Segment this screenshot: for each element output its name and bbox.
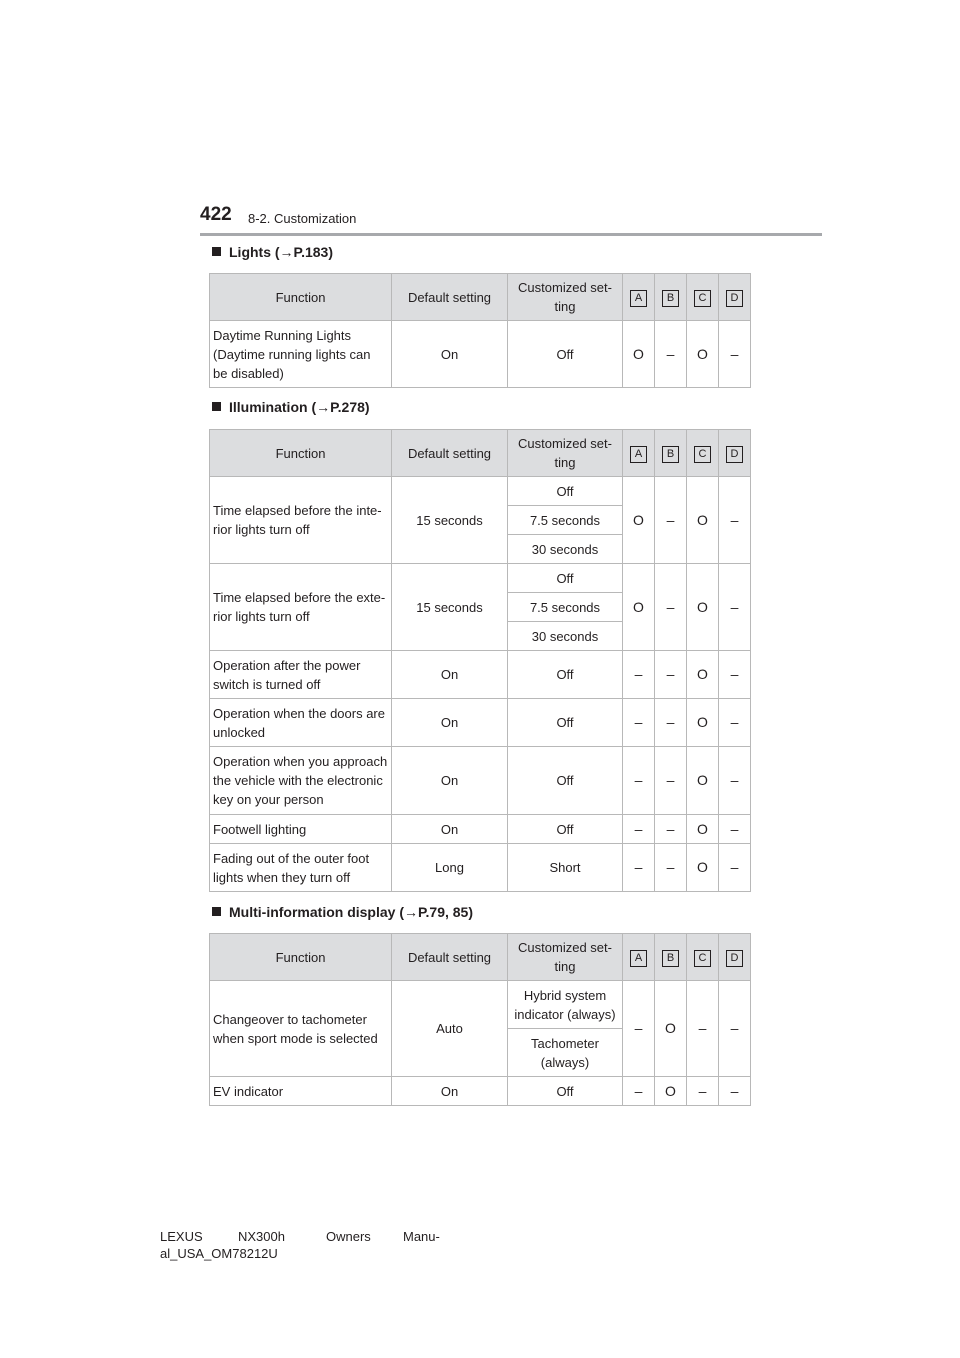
col-c-box: C [694,446,711,463]
cell-custom: 7.5 seconds [508,506,623,535]
col-custom: Customized set-ting [508,934,623,981]
cell-default: 15 seconds [392,564,508,651]
cell-function: EV indicator [210,1077,392,1106]
col-function: Function [210,430,392,477]
cell-a: O [623,477,655,564]
cell-c: O [687,321,719,388]
col-b [655,934,687,981]
heading-lights [212,244,333,260]
page-footer [160,1228,440,1262]
cell-custom: 7.5 seconds [508,593,623,622]
heading-text: Multi-information display (→P.79, 85) [229,904,474,920]
footer-word: Manu- [403,1229,440,1244]
cell-default: On [392,699,508,747]
cell-c: – [687,1077,719,1106]
cell-c: O [687,815,719,844]
cell-custom: Off [508,815,623,844]
cell-c: O [687,564,719,651]
cell-d: – [719,564,751,651]
col-c-box: C [694,950,711,967]
cell-function: Daytime Running Lights (Daytime running lights can be disabled) [210,321,392,388]
col-d-box: D [726,446,743,463]
cell-custom: Off [508,747,623,815]
cell-d: – [719,981,751,1077]
cell-d: – [719,844,751,892]
cell-custom: Off [508,1077,623,1106]
col-default: Default setting [392,934,508,981]
heading-multi-information-display [212,904,473,920]
cell-b: – [655,477,687,564]
table-row [210,844,751,892]
col-d-box: D [726,290,743,307]
col-b-box: B [662,290,679,307]
footer-line-2: al_USA_OM78212U [160,1246,278,1261]
cell-custom: Off [508,699,623,747]
table-row [210,981,751,1029]
col-default: Default setting [392,430,508,477]
cell-custom: Off [508,321,623,388]
cell-function: Time elapsed before the exte-rior lights turn off [210,564,392,651]
col-c-box: C [694,290,711,307]
lights-table [209,273,751,388]
table-row [210,747,751,815]
cell-custom: Short [508,844,623,892]
cell-c: O [687,477,719,564]
cell-d: – [719,699,751,747]
cell-a: O [623,321,655,388]
cell-d: – [719,815,751,844]
col-c [687,274,719,321]
cell-a: – [623,699,655,747]
cell-a: – [623,651,655,699]
cell-c: O [687,699,719,747]
cell-default: On [392,321,508,388]
cell-a: – [623,981,655,1077]
cell-c: O [687,747,719,815]
cell-b: – [655,321,687,388]
heading-text: Lights (→P.183) [229,244,333,260]
cell-function: Fading out of the outer foot lights when they turn off [210,844,392,892]
col-a [623,430,655,477]
table-header-row [210,934,751,981]
table-row [210,699,751,747]
cell-b: – [655,699,687,747]
col-b [655,274,687,321]
cell-default: 15 seconds [392,477,508,564]
cell-custom: 30 seconds [508,622,623,651]
cell-function: Operation when the doors are unlocked [210,699,392,747]
cell-d: – [719,321,751,388]
cell-b: – [655,747,687,815]
page-header [200,204,822,236]
cell-a: – [623,747,655,815]
col-function: Function [210,934,392,981]
table-row [210,321,751,388]
cell-custom: Off [508,651,623,699]
footer-word: Owners [326,1229,371,1244]
cell-c: O [687,651,719,699]
col-d [719,274,751,321]
col-default: Default setting [392,274,508,321]
table-row [210,477,751,506]
cell-b: – [655,844,687,892]
col-custom: Customized set-ting [508,430,623,477]
square-bullet-icon [212,907,221,916]
cell-b: – [655,564,687,651]
col-d [719,430,751,477]
cell-custom: Off [508,564,623,593]
table-row [210,1077,751,1106]
col-a [623,934,655,981]
col-b-box: B [662,446,679,463]
cell-b: – [655,815,687,844]
cell-function: Operation after the power switch is turned off [210,651,392,699]
col-a-box: A [630,290,647,307]
cell-default: On [392,747,508,815]
cell-custom: 30 seconds [508,535,623,564]
cell-b: – [655,651,687,699]
cell-default: Long [392,844,508,892]
footer-word: LEXUS [160,1229,203,1244]
cell-function: Footwell lighting [210,815,392,844]
cell-default: Auto [392,981,508,1077]
cell-default: On [392,1077,508,1106]
footer-line-1 [160,1228,440,1245]
cell-default: On [392,815,508,844]
multi-information-display-table [209,933,751,1106]
table-row [210,815,751,844]
col-a-box: A [630,446,647,463]
square-bullet-icon [212,402,221,411]
cell-function: Changeover to tachometer when sport mode is selected [210,981,392,1077]
cell-a: – [623,1077,655,1106]
footer-word: NX300h [238,1229,285,1244]
cell-d: – [719,747,751,815]
cell-a: O [623,564,655,651]
cell-c: O [687,844,719,892]
col-a-box: A [630,950,647,967]
cell-a: – [623,815,655,844]
cell-b: O [655,1077,687,1106]
col-c [687,934,719,981]
cell-a: – [623,844,655,892]
col-b [655,430,687,477]
cell-custom: Hybrid system indicator (always) [508,981,623,1029]
heading-text: Illumination (→P.278) [229,399,370,415]
col-c [687,430,719,477]
cell-custom: Off [508,477,623,506]
page-number: 422 [200,204,232,225]
cell-function: Operation when you approach the vehicle with the electronic key on your person [210,747,392,815]
cell-d: – [719,1077,751,1106]
col-function: Function [210,274,392,321]
cell-d: – [719,651,751,699]
table-header-row [210,430,751,477]
col-b-box: B [662,950,679,967]
table-row [210,564,751,593]
cell-b: O [655,981,687,1077]
col-a [623,274,655,321]
heading-illumination [212,399,370,415]
table-row [210,651,751,699]
cell-c: – [687,981,719,1077]
section-title: 8-2. Customization [248,211,357,226]
header-rule [200,233,822,236]
square-bullet-icon [212,247,221,256]
cell-function: Time elapsed before the inte-rior lights turn off [210,477,392,564]
col-d [719,934,751,981]
cell-d: – [719,477,751,564]
cell-custom: Tachometer (always) [508,1029,623,1077]
col-d-box: D [726,950,743,967]
illumination-table [209,429,751,892]
cell-default: On [392,651,508,699]
table-header-row [210,274,751,321]
col-custom: Customized set-ting [508,274,623,321]
